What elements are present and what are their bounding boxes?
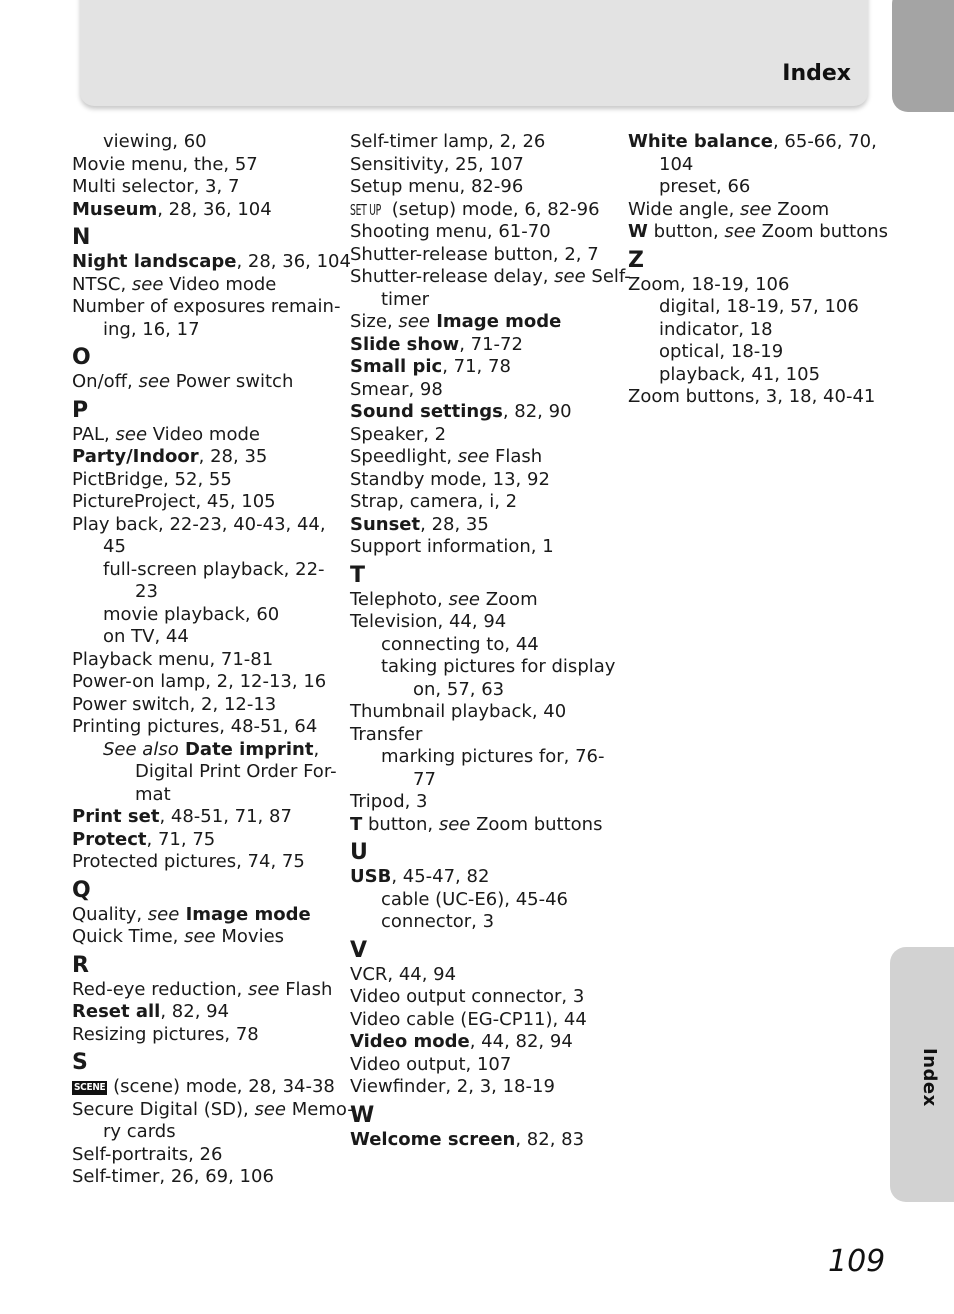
- index-entry: Video cable (EG-CP11), 44: [350, 1008, 587, 1030]
- index-entry: Speedlight, see Flash: [350, 446, 543, 467]
- index-entry: See also Date imprint,: [103, 738, 320, 760]
- index-entry: Red-eye reduction, see Flash: [72, 978, 333, 1000]
- index-entry: PAL, see Video mode: [72, 423, 260, 445]
- index-entry: Wide angle, see Zoom: [628, 198, 830, 220]
- side-tab-label: Index: [919, 1048, 940, 1107]
- index-entry: PictureProject, 45, 105: [72, 491, 276, 512]
- index-entry: Digital Print Order For-: [135, 761, 337, 782]
- index-entry: Size, see Image mode: [350, 311, 562, 332]
- section-letter: O: [72, 345, 91, 370]
- index-entry: Strap, camera, i, 2: [350, 491, 518, 512]
- index-entry: on TV, 44: [103, 626, 189, 647]
- section-letter: Z: [628, 247, 644, 273]
- index-entry: Standby mode, 13, 92: [350, 468, 550, 490]
- index-entry: SET UP (setup) mode, 6, 82-96: [350, 198, 600, 220]
- index-entry: 77: [413, 768, 436, 790]
- index-entry: T button, see Zoom buttons: [350, 813, 603, 835]
- index-column-2: [350, 131, 631, 1151]
- index-entry: Playback menu, 71-81: [72, 648, 274, 670]
- index-entry: Video output, 107: [350, 1053, 512, 1075]
- index-entry: Quick Time, see Movies: [72, 926, 285, 947]
- index-entry: Speaker, 2: [350, 423, 447, 445]
- index-entry: Sensitivity, 25, 107: [350, 153, 524, 175]
- index-entry: W button, see Zoom buttons: [628, 221, 889, 242]
- page-title: Index: [782, 61, 851, 86]
- index-entry: ry cards: [103, 1121, 176, 1142]
- index-entry: Thumbnail playback, 40: [350, 701, 567, 722]
- index-entry: Protected pictures, 74, 75: [72, 851, 305, 872]
- index-entry: Number of exposures remain-: [72, 296, 341, 317]
- index-entry: SCENE (scene) mode, 28, 34-38: [74, 1076, 335, 1097]
- index-entry: Support information, 1: [350, 536, 554, 557]
- index-entry: Video mode, 44, 82, 94: [350, 1031, 573, 1052]
- index-entry: Movie menu, the, 57: [72, 153, 258, 175]
- index-entry: Play back, 22-23, 40-43, 44,: [72, 513, 326, 535]
- index-entry: playback, 41, 105: [659, 363, 821, 385]
- index-entry: Protect, 71, 75: [72, 828, 216, 850]
- index-entry: Multi selector, 3, 7: [72, 176, 240, 197]
- index-entry: Smear, 98: [350, 378, 443, 400]
- index-entry: Transfer: [350, 723, 423, 745]
- index-entry: full-screen playback, 22-: [103, 558, 325, 580]
- index-entry: USB, 45-47, 82: [350, 866, 490, 887]
- index-column-3: [628, 131, 898, 409]
- index-entry: timer: [381, 288, 430, 310]
- index-entry: taking pictures for display: [381, 656, 616, 677]
- index-entry: digital, 18-19, 57, 106: [659, 296, 859, 317]
- top-thumb-tab: [892, 0, 954, 112]
- index-entry: Viewfinder, 2, 3, 18-19: [350, 1076, 555, 1097]
- index-entry: Secure Digital (SD), see Memo-: [72, 1098, 354, 1120]
- index-column-1: [72, 131, 354, 1189]
- index-entry: ing, 16, 17: [103, 318, 200, 340]
- index-entry: Power-on lamp, 2, 12-13, 16: [72, 671, 327, 692]
- index-entry: Self-timer, 26, 69, 106: [72, 1166, 274, 1187]
- index-entry: Zoom, 18-19, 106: [628, 273, 790, 295]
- index-entry: VCR, 44, 94: [350, 963, 457, 985]
- index-entry: Print set, 48-51, 71, 87: [72, 806, 292, 827]
- section-letter: R: [72, 952, 89, 978]
- index-entry: on, 57, 63: [413, 678, 505, 700]
- section-letter: N: [72, 225, 91, 250]
- setup-mode-icon: SET UP: [350, 200, 381, 219]
- index-entry: Resizing pictures, 78: [72, 1023, 259, 1045]
- section-letter: P: [72, 397, 89, 423]
- index-entry: Shutter-release button, 2, 7: [350, 243, 599, 265]
- section-letter: W: [350, 1102, 375, 1128]
- index-entry: Shooting menu, 61-70: [350, 221, 551, 242]
- index-entry: movie playback, 60: [103, 603, 280, 625]
- index-entry: 45: [103, 536, 126, 557]
- index-entry: Slide show, 71-72: [350, 333, 523, 355]
- index-entry: Sunset, 28, 35: [350, 513, 489, 535]
- index-entry: On/off, see Power switch: [72, 371, 294, 392]
- index-entry: Reset all, 82, 94: [72, 1001, 230, 1022]
- header-bar: [80, 0, 868, 106]
- index-entry: viewing, 60: [103, 131, 207, 152]
- section-letter: U: [350, 840, 368, 865]
- index-entry: cable (UC-E6), 45-46: [381, 888, 569, 910]
- index-entry: 104: [659, 153, 694, 175]
- index-entry: indicator, 18: [659, 318, 773, 340]
- index-entry: Printing pictures, 48-51, 64: [72, 716, 318, 737]
- index-entry: Self-timer lamp, 2, 26: [350, 131, 546, 152]
- index-entry: optical, 18-19: [659, 341, 784, 362]
- index-entry: 23: [135, 581, 158, 602]
- index-entry: Tripod, 3: [350, 791, 428, 812]
- index-entry: Self-portraits, 26: [72, 1143, 223, 1165]
- index-entry: White balance, 65-66, 70,: [628, 131, 877, 152]
- scene-mode-icon: SCENE: [74, 1082, 106, 1093]
- index-entry: Sound settings, 82, 90: [350, 401, 572, 422]
- section-letter: S: [72, 1050, 88, 1075]
- index-entry: Welcome screen, 82, 83: [350, 1128, 585, 1150]
- index-entry: preset, 66: [659, 176, 751, 197]
- index-entry: Shutter-release delay, see Self-: [350, 266, 631, 287]
- index-entry: connecting to, 44: [381, 633, 539, 655]
- index-entry: Television, 44, 94: [350, 611, 507, 632]
- index-entry: Museum, 28, 36, 104: [72, 198, 272, 220]
- index-entry: Video output connector, 3: [350, 986, 585, 1007]
- index-entry: connector, 3: [381, 911, 495, 932]
- index-entry: marking pictures for, 76-: [381, 746, 605, 767]
- section-letter: Q: [72, 877, 91, 903]
- index-entry: mat: [135, 783, 171, 805]
- section-letter: V: [350, 937, 368, 963]
- index-entry: NTSC, see Video mode: [72, 273, 277, 295]
- index-entry: Party/Indoor, 28, 35: [72, 446, 268, 467]
- index-entry: Telephoto, see Zoom: [350, 588, 538, 610]
- index-entry: Quality, see Image mode: [72, 903, 311, 925]
- index-entry: Power switch, 2, 12-13: [72, 693, 277, 715]
- page-number: 109: [828, 1244, 886, 1279]
- index-entry: Setup menu, 82-96: [350, 176, 524, 197]
- index-entry: PictBridge, 52, 55: [72, 468, 232, 490]
- index-entry: Night landscape, 28, 36, 104: [72, 251, 351, 272]
- index-entry: Zoom buttons, 3, 18, 40-41: [628, 386, 876, 407]
- index-entry: Small pic, 71, 78: [350, 356, 511, 377]
- section-letter: T: [350, 562, 366, 588]
